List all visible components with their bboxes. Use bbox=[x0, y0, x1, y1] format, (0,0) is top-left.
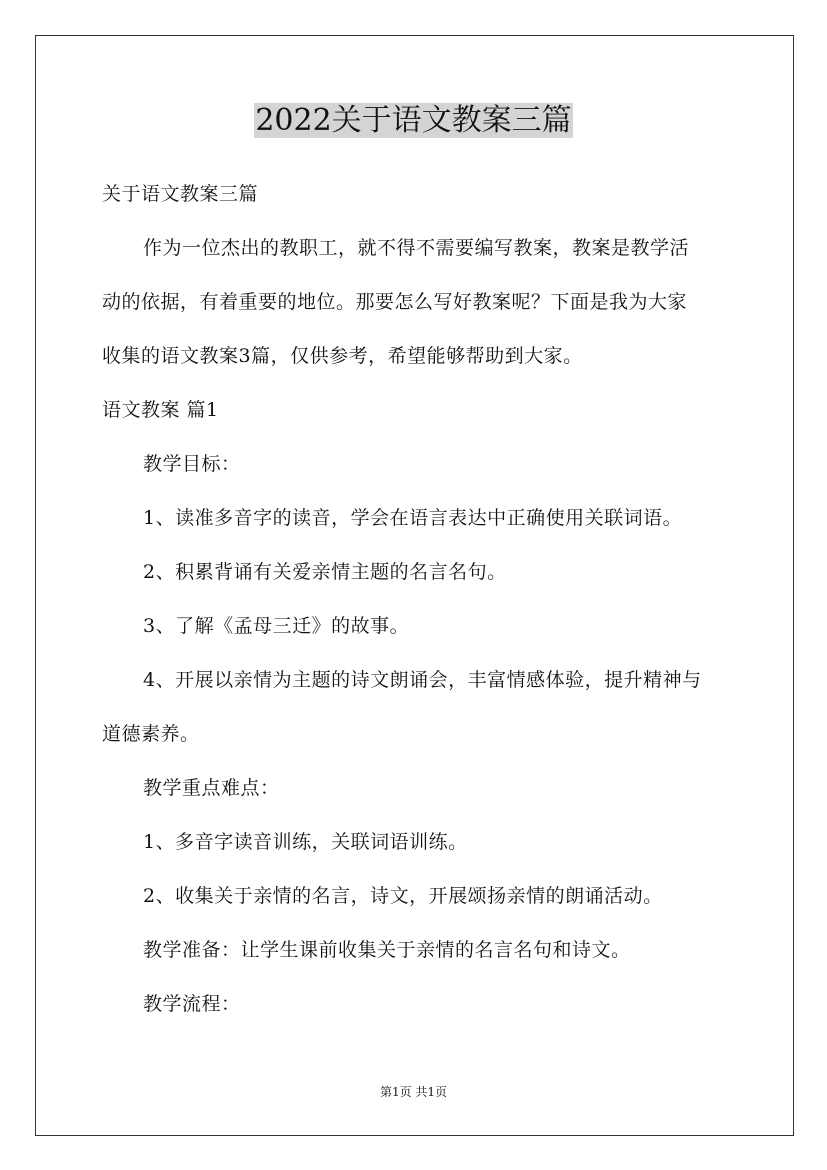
paragraph-line: 教学准备：让学生课前收集关于亲情的名言名句和诗文。 bbox=[143, 939, 631, 961]
section-heading: 语文教案 篇1 bbox=[102, 399, 219, 421]
list-item: 1、多音字读音训练，关联词语训练。 bbox=[143, 831, 468, 853]
list-item: 4、开展以亲情为主题的诗文朗诵会，丰富情感体验，提升精神与 bbox=[143, 669, 702, 691]
list-item: 3、了解《孟母三迁》的故事。 bbox=[143, 615, 410, 637]
page-footer: 第1页 共1页 bbox=[379, 1085, 448, 1099]
paragraph-line: 收集的语文教案3篇，仅供参考，希望能够帮助到大家。 bbox=[102, 345, 583, 367]
subsection-heading: 教学流程： bbox=[143, 993, 241, 1015]
subsection-heading: 教学重点难点： bbox=[143, 777, 280, 799]
subtitle-line: 关于语文教案三篇 bbox=[102, 183, 259, 205]
document-title bbox=[0, 101, 827, 141]
document-title-text: 2022关于语文教案三篇 bbox=[255, 103, 572, 138]
subsection-heading: 教学目标： bbox=[143, 453, 241, 475]
paragraph-line: 动的依据，有着重要的地位。那要怎么写好教案呢？下面是我为大家 bbox=[102, 291, 688, 313]
list-item: 2、收集关于亲情的名言，诗文，开展颂扬亲情的朗诵活动。 bbox=[143, 885, 663, 907]
list-item: 1、读准多音字的读音，学会在语言表达中正确使用关联词语。 bbox=[143, 507, 683, 529]
list-item: 2、积累背诵有关爱亲情主题的名言名句。 bbox=[143, 561, 507, 583]
list-item-continuation: 道德素养。 bbox=[102, 723, 200, 745]
paragraph-line: 作为一位杰出的教职工，就不得不需要编写教案，教案是教学活 bbox=[143, 237, 690, 259]
